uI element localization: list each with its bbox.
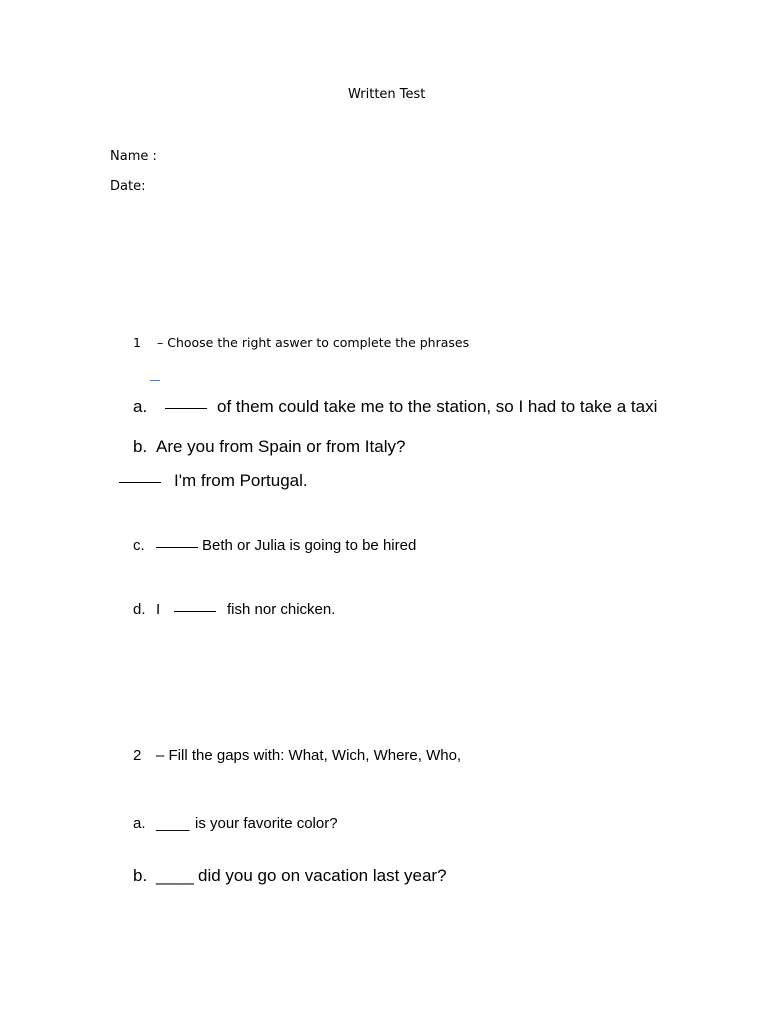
name-label: Name : — [110, 149, 157, 164]
s2-item-b-letter: b. — [133, 866, 148, 885]
section1-instruction: – Choose the right aswer to complete the phrases — [157, 335, 470, 350]
date-label: Date: — [110, 179, 146, 194]
s1-item-c-text: Beth or Julia is going to be hired — [202, 537, 417, 554]
s1-item-b-text: Are you from Spain or from Italy? — [156, 437, 406, 456]
s1-item-d-prefix: I — [156, 601, 161, 618]
s1-item-d-blank — [174, 611, 216, 612]
page-title: Written Test — [348, 87, 426, 102]
s1-item-a-blank — [165, 408, 207, 409]
s1-item-b-answer: I'm from Portugal. — [174, 471, 308, 490]
s1-item-d-letter: d. — [133, 601, 146, 618]
s1-item-b-blank — [119, 482, 161, 483]
text-cursor-mark — [150, 380, 160, 381]
s1-item-b-letter: b. — [133, 437, 148, 456]
s2-item-a-letter: a. — [133, 815, 146, 832]
s2-item-a-text: is your favorite color? — [195, 815, 338, 832]
s1-item-a-letter: a. — [133, 397, 148, 416]
s2-item-b-text: did you go on vacation last year? — [198, 866, 447, 885]
section2-instruction: – Fill the gaps with: What, Wich, Where, Who, — [156, 747, 462, 764]
s1-item-a-text: of them could take me to the station, so I had to take a taxi — [217, 397, 658, 416]
section2-number: 2 — [133, 747, 142, 764]
s2-item-b-blank: ____ — [156, 866, 194, 885]
s2-item-a-blank: ____ — [156, 815, 190, 832]
s1-item-c-blank — [156, 547, 198, 548]
s1-item-c-letter: c. — [133, 537, 145, 554]
section1-number: 1 — [133, 335, 141, 350]
s1-item-d-text: fish nor chicken. — [227, 601, 336, 618]
